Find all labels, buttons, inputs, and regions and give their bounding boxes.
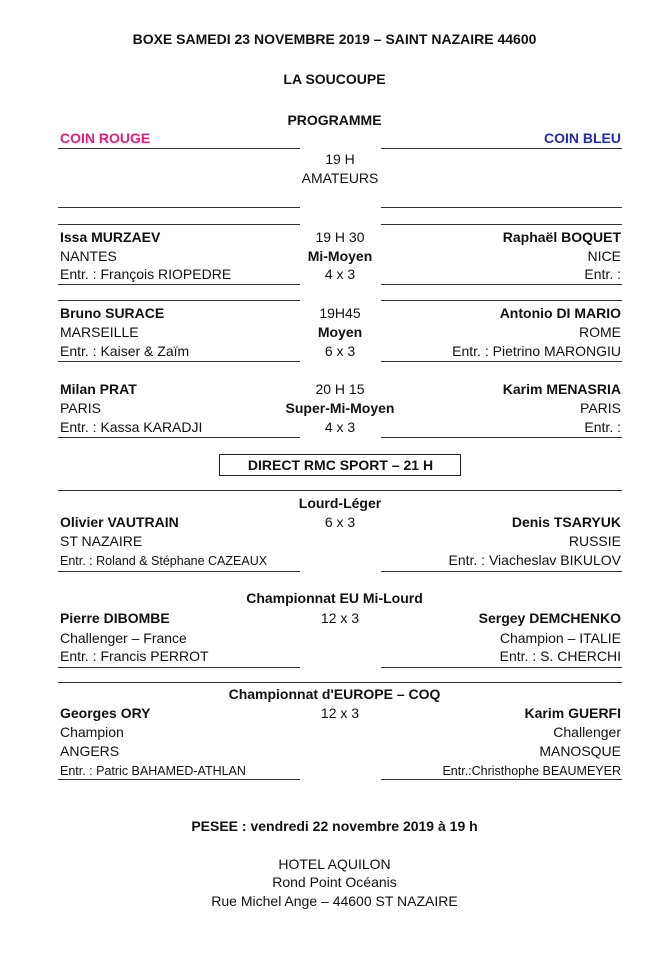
divider [58, 224, 300, 225]
divider [381, 779, 622, 780]
divider [381, 667, 622, 668]
hotel-name: HOTEL AQUILON [278, 856, 391, 872]
red-boxer-status: Challenger – France [60, 630, 187, 646]
amateur-time: 19 H [325, 151, 355, 167]
red-boxer-name: Bruno SURACE [60, 305, 165, 321]
bout-time: 19 H 30 [315, 229, 365, 245]
red-boxer-city: PARIS [60, 400, 101, 416]
bout-weight: Super-Mi-Moyen [285, 400, 395, 416]
red-boxer-city: ST NAZAIRE [60, 533, 143, 549]
document-title: BOXE SAMEDI 23 NOVEMBRE 2019 – SAINT NAZAIRE 44600 [132, 31, 537, 47]
bout-time: 20 H 15 [315, 381, 365, 397]
blue-boxer-coach: Entr. : Pietrino MARONGIU [452, 343, 621, 359]
blue-boxer-coach: Entr. : [584, 266, 621, 282]
bout-time: 19H45 [319, 305, 361, 321]
divider [58, 779, 300, 780]
blue-boxer-status: Champion – ITALIE [499, 630, 621, 646]
coin-bleu-label: COIN BLEU [544, 130, 621, 146]
blue-boxer-coach: Entr. : S. CHERCHI [499, 648, 621, 664]
bout-title: Championnat d'EUROPE – COQ [228, 686, 441, 702]
blue-boxer-coach: Entr.:Christhophe BEAUMEYER [442, 764, 621, 778]
divider [381, 284, 622, 285]
divider [381, 437, 622, 438]
blue-boxer-name: Denis TSARYUK [511, 514, 621, 530]
blue-boxer-status: Challenger [553, 724, 621, 740]
red-boxer-coach: Entr. : Kassa KARADJI [60, 419, 203, 435]
blue-boxer-name: Karim GUERFI [524, 705, 621, 721]
red-boxer-name: Milan PRAT [60, 381, 137, 397]
divider [381, 224, 622, 225]
divider [58, 284, 300, 285]
weigh-in-info: PESEE : vendredi 22 novembre 2019 à 19 h [191, 818, 478, 834]
blue-boxer-city: MANOSQUE [539, 743, 621, 759]
blue-boxer-name: Karim MENASRIA [502, 381, 621, 397]
red-boxer-city: MARSEILLE [60, 324, 139, 340]
red-boxer-coach: Entr. : Francis PERROT [60, 648, 209, 664]
red-boxer-city: NANTES [60, 248, 117, 264]
bout-weight: Moyen [317, 324, 363, 340]
blue-boxer-coach: Entr. : Viacheslav BIKULOV [448, 552, 621, 568]
red-boxer-name: Olivier VAUTRAIN [60, 514, 179, 530]
bout-title: Championnat EU Mi-Lourd [246, 590, 423, 606]
bout-rounds: 6 x 3 [324, 343, 356, 359]
divider [58, 207, 300, 208]
blue-boxer-coach: Entr. : [584, 419, 621, 435]
divider [381, 361, 622, 362]
blue-boxer-city: PARIS [580, 400, 621, 416]
red-boxer-name: Issa MURZAEV [60, 229, 161, 245]
bout-weight: Lourd-Léger [298, 495, 382, 511]
divider [58, 437, 300, 438]
red-boxer-status: Champion [60, 724, 124, 740]
divider [58, 490, 622, 491]
bout-rounds: 12 x 3 [320, 610, 360, 626]
hotel-address: Rue Michel Ange – 44600 ST NAZAIRE [211, 893, 458, 909]
blue-boxer-name: Sergey DEMCHENKO [478, 610, 621, 626]
red-boxer-coach: Entr. : Roland & Stéphane CAZEAUX [60, 554, 268, 568]
red-boxer-city: ANGERS [60, 743, 120, 759]
red-boxer-name: Pierre DIBOMBE [60, 610, 170, 626]
amateur-category: AMATEURS [301, 170, 379, 186]
blue-boxer-city: NICE [587, 248, 621, 264]
divider [58, 361, 300, 362]
hotel-roundabout: Rond Point Océanis [272, 874, 397, 890]
divider [58, 571, 300, 572]
bout-rounds: 4 x 3 [324, 266, 356, 282]
divider [381, 300, 622, 301]
bout-weight: Mi-Moyen [307, 248, 373, 264]
divider [58, 148, 300, 149]
red-boxer-name: Georges ORY [60, 705, 151, 721]
red-boxer-coach: Entr. : Patric BAHAMED-ATHLAN [60, 764, 246, 778]
divider [381, 148, 622, 149]
divider [58, 300, 300, 301]
divider [58, 667, 300, 668]
red-boxer-coach: Entr. : François RIOPEDRE [60, 266, 232, 282]
venue-name: LA SOUCOUPE [283, 71, 386, 87]
blue-boxer-name: Raphaël BOQUET [502, 229, 621, 245]
bout-rounds: 12 x 3 [320, 705, 360, 721]
programme-heading: PROGRAMME [287, 112, 382, 128]
blue-boxer-city: RUSSIE [568, 533, 621, 549]
divider [381, 571, 622, 572]
coin-rouge-label: COIN ROUGE [60, 130, 151, 146]
blue-boxer-name: Antonio DI MARIO [499, 305, 621, 321]
divider [381, 207, 622, 208]
divider [58, 682, 622, 683]
bout-rounds: 4 x 3 [324, 419, 356, 435]
red-boxer-coach: Entr. : Kaiser & Zaïm [60, 343, 190, 359]
tv-broadcast-label: DIRECT RMC SPORT – 21 H [247, 457, 434, 473]
bout-rounds: 6 x 3 [324, 514, 356, 530]
blue-boxer-city: ROME [579, 324, 621, 340]
